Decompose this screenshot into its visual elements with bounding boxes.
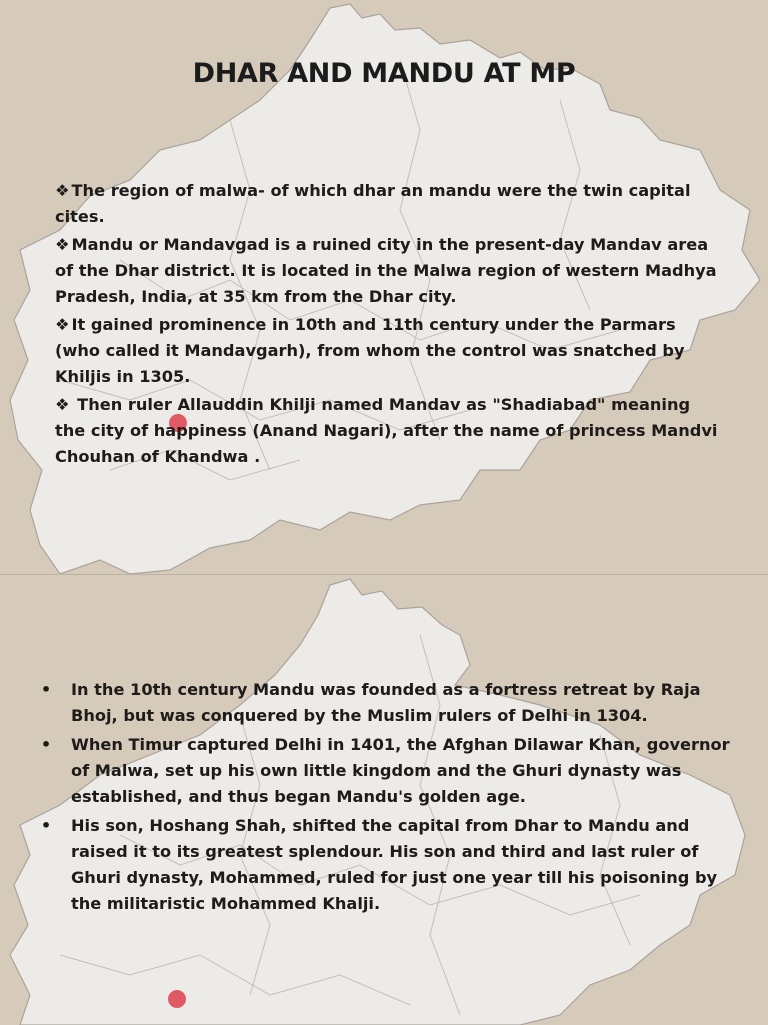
paragraph-twin-capitals xyxy=(55,178,720,230)
dhar-location-dot xyxy=(168,990,186,1008)
paragraph-shadiabad xyxy=(55,392,720,470)
bullet-icon: • xyxy=(40,735,52,754)
diamond-bullet-icon: ❖ xyxy=(55,181,70,200)
paragraph-text: Then ruler Allauddin Khilji named Mandav as "Shadiabad" meaning the city of happiness (Anand Nagari), after the name of princess Mandvi Chouhan of Khandwa . xyxy=(55,395,718,466)
slide-2-bullet-list xyxy=(40,677,730,920)
bullet-text: When Timur captured Delhi in 1401, the Afghan Dilawar Khan, governor of Malwa, set up his own little kingdom and the Ghuri dynasty was established, and thus began Mandu's golden age. xyxy=(71,735,730,806)
paragraph-text: The region of malwa- of which dhar an mandu were the twin capital cites. xyxy=(55,181,691,226)
bullet-icon: • xyxy=(40,816,52,835)
bullet-item-hoshang-shah xyxy=(40,813,730,917)
slide-1-body xyxy=(55,178,720,472)
bullet-item-raja-bhoj xyxy=(40,677,730,729)
paragraph-parmars xyxy=(55,312,720,390)
slide-title: DHAR AND MANDU AT MP xyxy=(192,58,576,89)
slide-2 xyxy=(0,575,768,1025)
diamond-bullet-icon: ❖ xyxy=(55,315,70,334)
diamond-bullet-icon: ❖ xyxy=(55,395,70,414)
bullet-text: His son, Hoshang Shah, shifted the capital from Dhar to Mandu and raised it to its greatest splendour. His son and third and last ruler of Ghuri dynasty, Mohammed, ruled for just one year till his poisoning by the militaristic Mohammed Khalji. xyxy=(71,816,718,913)
diamond-bullet-icon: ❖ xyxy=(55,235,70,254)
paragraph-text: It gained prominence in 10th and 11th century under the Parmars (who called it Mandavgarh), from whom the control was snatched by Khiljis in 1305. xyxy=(55,315,685,386)
paragraph-text: Mandu or Mandavgad is a ruined city in the present-day Mandav area of the Dhar district. It is located in the Malwa region of western Madhya Pradesh, India, at 35 km from the Dhar city. xyxy=(55,235,717,306)
bullet-text: In the 10th century Mandu was founded as a fortress retreat by Raja Bhoj, but was conquered by the Muslim rulers of Delhi in 1304. xyxy=(71,680,701,725)
bullet-item-timur xyxy=(40,732,730,810)
bullet-icon: • xyxy=(40,680,52,699)
paragraph-mandavgad-location xyxy=(55,232,720,310)
